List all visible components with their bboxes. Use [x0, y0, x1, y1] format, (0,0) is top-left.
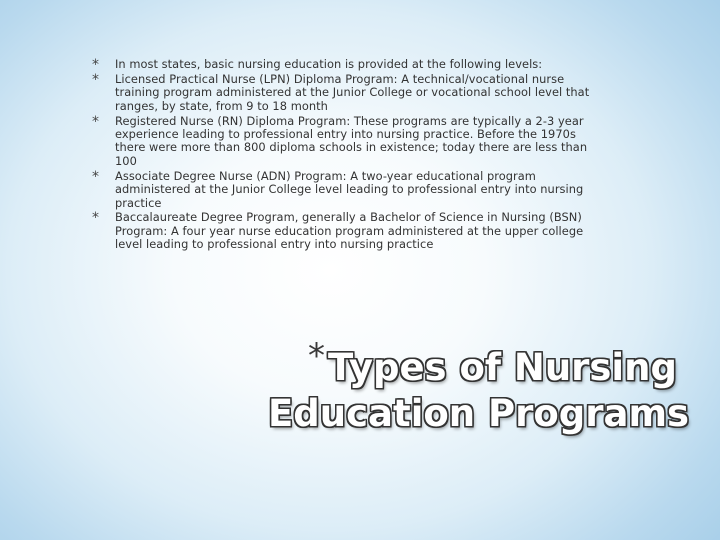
bullet-text: Baccalaureate Degree Program, generally a Bachelor of Science in Nursing (BSN) Program: A four year nurse education program administered at the upper college level leading to professional entry into nursing practice	[115, 210, 584, 252]
bullet-text: Registered Nurse (RN) Diploma Program: These programs are typically a 2-3 year experience leading to professional entry into nursing practice. Before the 1970s there were more than 800 diploma schools in existence; today there are less than 100	[115, 113, 588, 168]
bullet-asterisk-icon: *	[92, 210, 100, 227]
bullet-item	[92, 58, 592, 71]
title-line-2: Education Programs	[268, 392, 690, 435]
bullet-item	[92, 170, 592, 210]
slide-title	[268, 336, 690, 437]
bullet-item	[92, 73, 592, 113]
title-line-1: Types of Nursing	[328, 346, 677, 389]
bullet-asterisk-icon: *	[92, 57, 100, 73]
bullet-asterisk-icon: *	[92, 71, 100, 88]
bullet-text: Associate Degree Nurse (ADN) Program: A two-year educational program administered at the Junior College level leading to professional entry into nursing practice	[115, 168, 584, 210]
bullet-item	[92, 211, 592, 251]
bullet-text: In most states, basic nursing education is provided at the following levels:	[115, 57, 543, 71]
bullet-list	[92, 58, 592, 253]
bullet-text: Licensed Practical Nurse (LPN) Diploma Program: A technical/vocational nurse training program administered at the Junior College or vocational school level that ranges, by state, from 9 to 18 month	[115, 71, 590, 113]
bullet-item	[92, 115, 592, 169]
title-asterisk-icon: *	[308, 336, 325, 376]
bullet-asterisk-icon: *	[92, 168, 100, 185]
bullet-asterisk-icon: *	[92, 113, 100, 130]
